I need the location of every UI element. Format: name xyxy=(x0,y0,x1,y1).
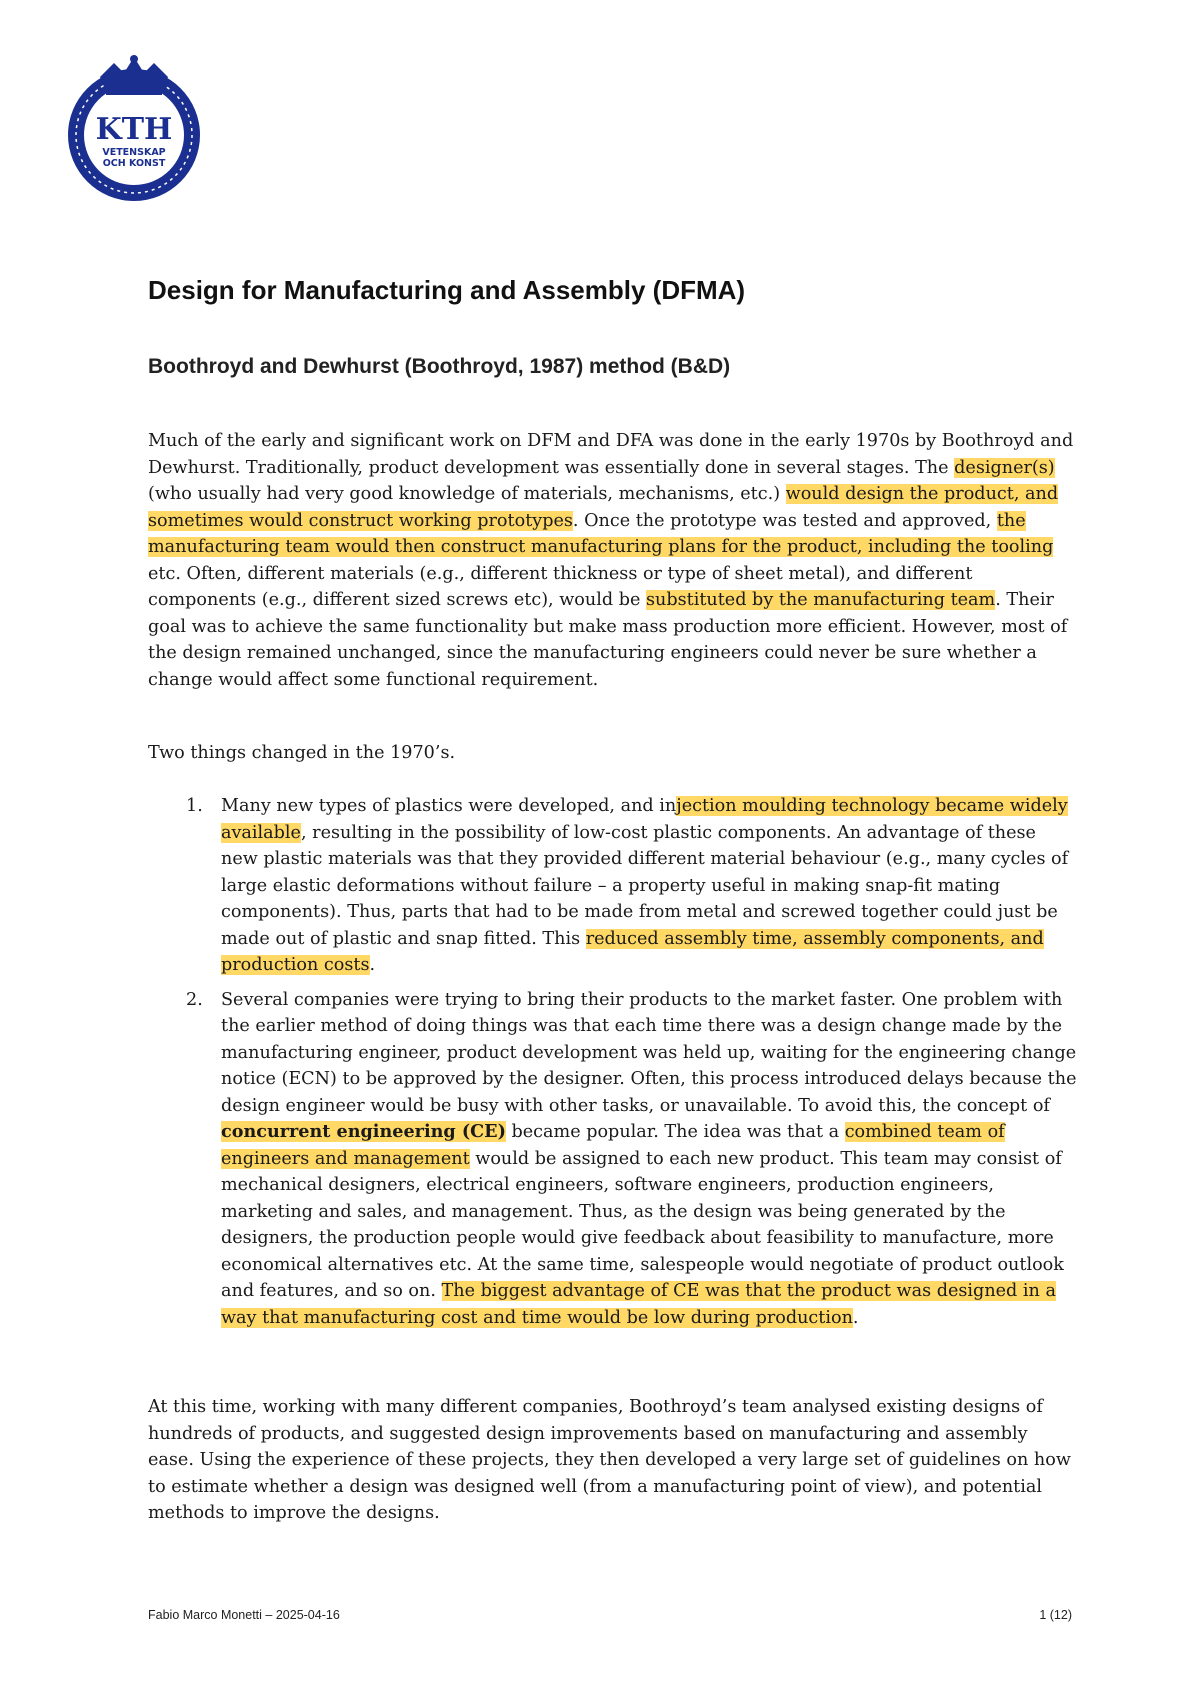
text-run: . xyxy=(852,1307,859,1328)
text-run: etc. Often, different materials (e.g., different thickness or type of sheet metal), and different components (e.g., different sized screws etc), would be xyxy=(148,563,973,610)
logo-motto-line1: VETENSKAP xyxy=(102,147,166,158)
numbered-list xyxy=(148,793,1078,1331)
paragraph-text: Two things changed in the 1970’s. xyxy=(148,743,456,763)
text-run: became popular. The idea was that a xyxy=(505,1122,845,1142)
document-title: Design for Manufacturing and Assembly (DFMA) xyxy=(148,275,746,305)
text-run: Much of the early and significant work on DFM and DFA was done in the early 1970s by Boothroyd and Dewhurst. Traditionally, product development was essentially done in several stages. The xyxy=(148,431,1074,478)
text-run: . xyxy=(369,955,376,975)
highlighted-bold-term: concurrent engineering (CE) xyxy=(221,1121,506,1142)
highlighted-text: would design the product, and sometimes would construct working prototypes xyxy=(148,484,1059,531)
logo-motto-line2: OCH KONST xyxy=(102,158,166,169)
footer-page-number: 1 (12) xyxy=(1039,1608,1072,1622)
highlighted-text: The biggest advantage of CE was that the product was designed in a way that manufacturing cost and time would be low during production xyxy=(221,1281,1056,1328)
text-run: . Their goal was to achieve the same functionality but make mass production more efficient. However, most of the design remained unchanged, since the manufacturing engineers could never be sure whether a change would affect some functional requirement. xyxy=(148,590,1068,690)
text-run: would be assigned to each new product. This team may consist of mechanical designers, electrical engineers, software engineers, production engineers, marketing and sales, and management. Thus, as the design was being generated by the designers, the production people would give feedback about feasibility to manufacture, more economical alternatives etc. At the same time, salespeople would negotiate of product outlook and features, and so on. xyxy=(221,1148,1064,1301)
list-number: 1. xyxy=(186,796,203,816)
text-run: (who usually had very good knowledge of materials, mechanisms, etc.) xyxy=(148,484,786,504)
highlighted-text: reduced assembly time, assembly components, and production costs xyxy=(221,928,1044,975)
paragraph-text: At this time, working with many different companies, Boothroyd’s team analysed existing designs of hundreds of products, and suggested design improvements based on manufacturing and assembly ease. Using the experience of these projects, they then developed a very large set of guidelines on how to estimate whether a design was designed well (from a manufacturing point of view), and potential methods to improve the designs. xyxy=(148,1397,1071,1523)
highlighted-text: substituted by the manufacturing team xyxy=(645,590,996,610)
text-run: Many new types of plastics were developed, and in xyxy=(221,796,677,816)
list-item xyxy=(148,793,1078,979)
highlighted-text: combined team of engineers and management xyxy=(221,1122,1005,1169)
text-run: Several companies were trying to bring their products to the market faster. One problem with the earlier method of doing things was that each time there was a design change made by the manufacturing engineer, product development was held up, waiting for the engineering change notice (ECN) to be approved by the designer. Often, this process introduced delays because the design engineer would be busy with other tasks, or unavailable. To avoid this, the concept of xyxy=(221,989,1077,1116)
two-things-paragraph xyxy=(148,740,1078,767)
intro-paragraph xyxy=(148,428,1078,693)
kth-logo xyxy=(62,55,206,205)
text-run: , resulting in the possibility of low-cost plastic components. An advantage of these new plastic materials was that they provided different material behaviour (e.g., many cycles of large elastic deformations without failure – a property useful in making snap-fit mating components). Thus, parts that had to be made from metal and screwed together could just be made out of plastic and snap fitted. This xyxy=(221,822,1069,949)
logo-wordmark: KTH xyxy=(95,112,173,147)
list-number: 2. xyxy=(186,989,203,1010)
list-item xyxy=(148,987,1078,1332)
highlighted-text: designer(s) xyxy=(954,457,1055,478)
closing-paragraph xyxy=(148,1394,1078,1527)
document-subtitle: Boothroyd and Dewhurst (Boothroyd, 1987) method (B&D) xyxy=(148,355,731,378)
highlighted-text: the manufacturing team would then construct manufacturing plans for the product, including the tooling xyxy=(148,510,1054,557)
highlighted-text: jection moulding technology became widely available xyxy=(221,796,1068,843)
text-run: . Once the prototype was tested and approved, xyxy=(572,510,997,531)
footer-author-date: Fabio Marco Monetti – 2025-04-16 xyxy=(148,1608,340,1622)
